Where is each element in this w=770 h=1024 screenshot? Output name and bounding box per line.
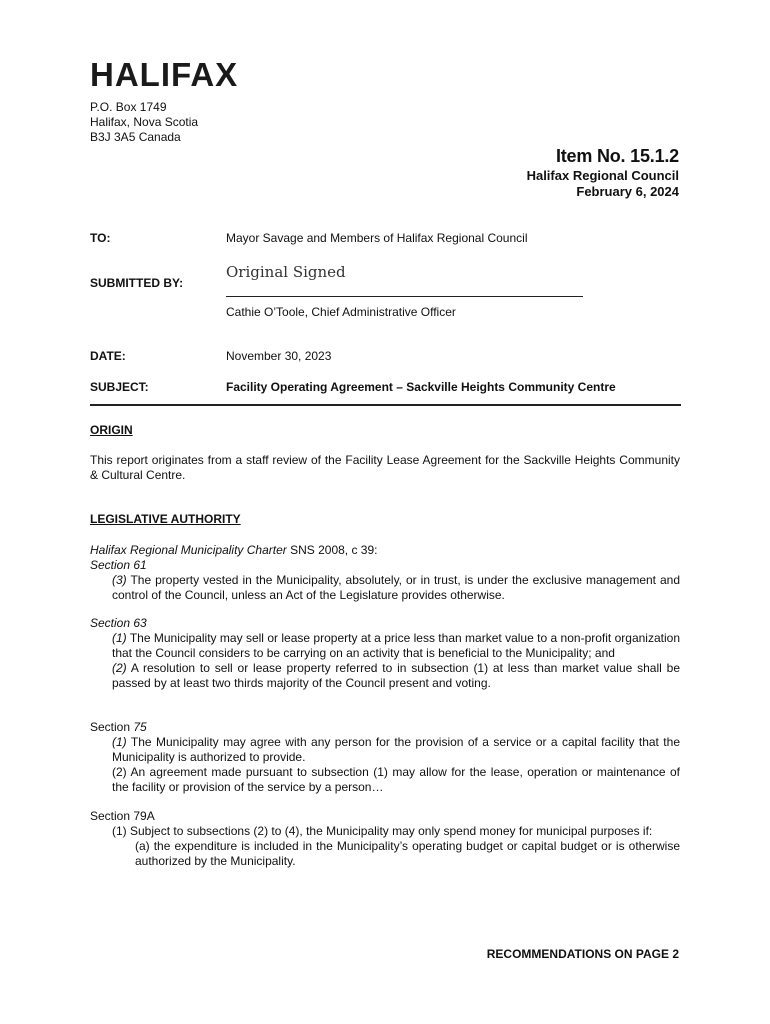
submitted-by-label: SUBMITTED BY:: [90, 276, 184, 290]
date-value: November 30, 2023: [226, 349, 332, 363]
subject-value: Facility Operating Agreement – Sackville Heights Community Centre: [226, 380, 616, 394]
address-line: P.O. Box 1749: [90, 100, 167, 114]
charter-citation: SNS 2008, c 39:: [286, 543, 378, 557]
section-79a-title: Section 79A: [90, 809, 155, 823]
section-75-sub2: (2) An agreement made pursuant to subsection (1) may allow for the lease, operation or maintenance of the facility or provision of the service by a person…: [112, 765, 680, 794]
submitted-by-value: Cathie O’Toole, Chief Administrative Officer: [226, 305, 456, 319]
section-63-sub2: (2) A resolution to sell or lease property referred to in subsection (1) at less than market value shall be passed by at least two thirds majority of the Council present and voting.: [112, 661, 680, 690]
section-63-block: [90, 616, 680, 691]
origin-text: This report originates from a staff review of the Facility Lease Agreement for the Sackville Heights Community & Cultural Centre.: [90, 453, 680, 482]
section-75-title: Section 75: [90, 720, 147, 734]
section-75-block: [90, 720, 680, 795]
header-divider: [90, 404, 681, 406]
subject-label: SUBJECT:: [90, 380, 149, 394]
council-name: Halifax Regional Council: [526, 168, 679, 183]
legislative-heading: LEGISLATIVE AUTHORITY: [90, 512, 241, 526]
logo-text: HALIFAX: [90, 56, 239, 90]
section-75-sub1: (1) The Municipality may agree with any person for the provision of a service or a capital facility that the Municipality is authorized to provide.: [112, 735, 680, 764]
charter-name: Halifax Regional Municipality Charter: [90, 543, 287, 557]
halifax-logo: [90, 56, 240, 90]
signature: Original Signed: [226, 263, 346, 281]
section-79a-sub1a: (a) the expenditure is included in the Municipality’s operating budget or capital budget or is otherwise authorized by the Municipality.: [135, 839, 680, 868]
charter-block: [90, 543, 680, 603]
origin-heading: ORIGIN: [90, 423, 133, 437]
address-line: Halifax, Nova Scotia: [90, 115, 199, 129]
meeting-date: February 6, 2024: [576, 184, 679, 199]
section-61-title: Section 61: [90, 558, 147, 572]
section-63-title: Section 63: [90, 616, 147, 630]
meeting-info: [527, 168, 679, 200]
section-61-text: (3) The property vested in the Municipality, absolutely, or in trust, is under the exclusive management and control of the Council, unless an Act of the Legislature provides otherwise.: [112, 573, 680, 602]
section-63-sub1: (1) The Municipality may sell or lease property at a price less than market value to a non-profit organization that the Council considers to be carrying on an activity that is beneficial to the Municipality; and: [112, 631, 680, 660]
section-79a-block: [90, 809, 680, 869]
to-label: TO:: [90, 231, 111, 245]
to-value: Mayor Savage and Members of Halifax Regional Council: [226, 231, 528, 245]
recommendations-note: RECOMMENDATIONS ON PAGE 2: [486, 947, 679, 961]
date-label: DATE:: [90, 349, 126, 363]
address-line: B3J 3A5 Canada: [90, 130, 181, 144]
mailing-address: [90, 100, 198, 145]
item-number: Item No. 15.1.2: [555, 146, 679, 166]
section-79a-sub1: (1) Subject to subsections (2) to (4), the Municipality may only spend money for municipal purposes if:: [112, 824, 653, 838]
signature-line: [226, 296, 583, 297]
